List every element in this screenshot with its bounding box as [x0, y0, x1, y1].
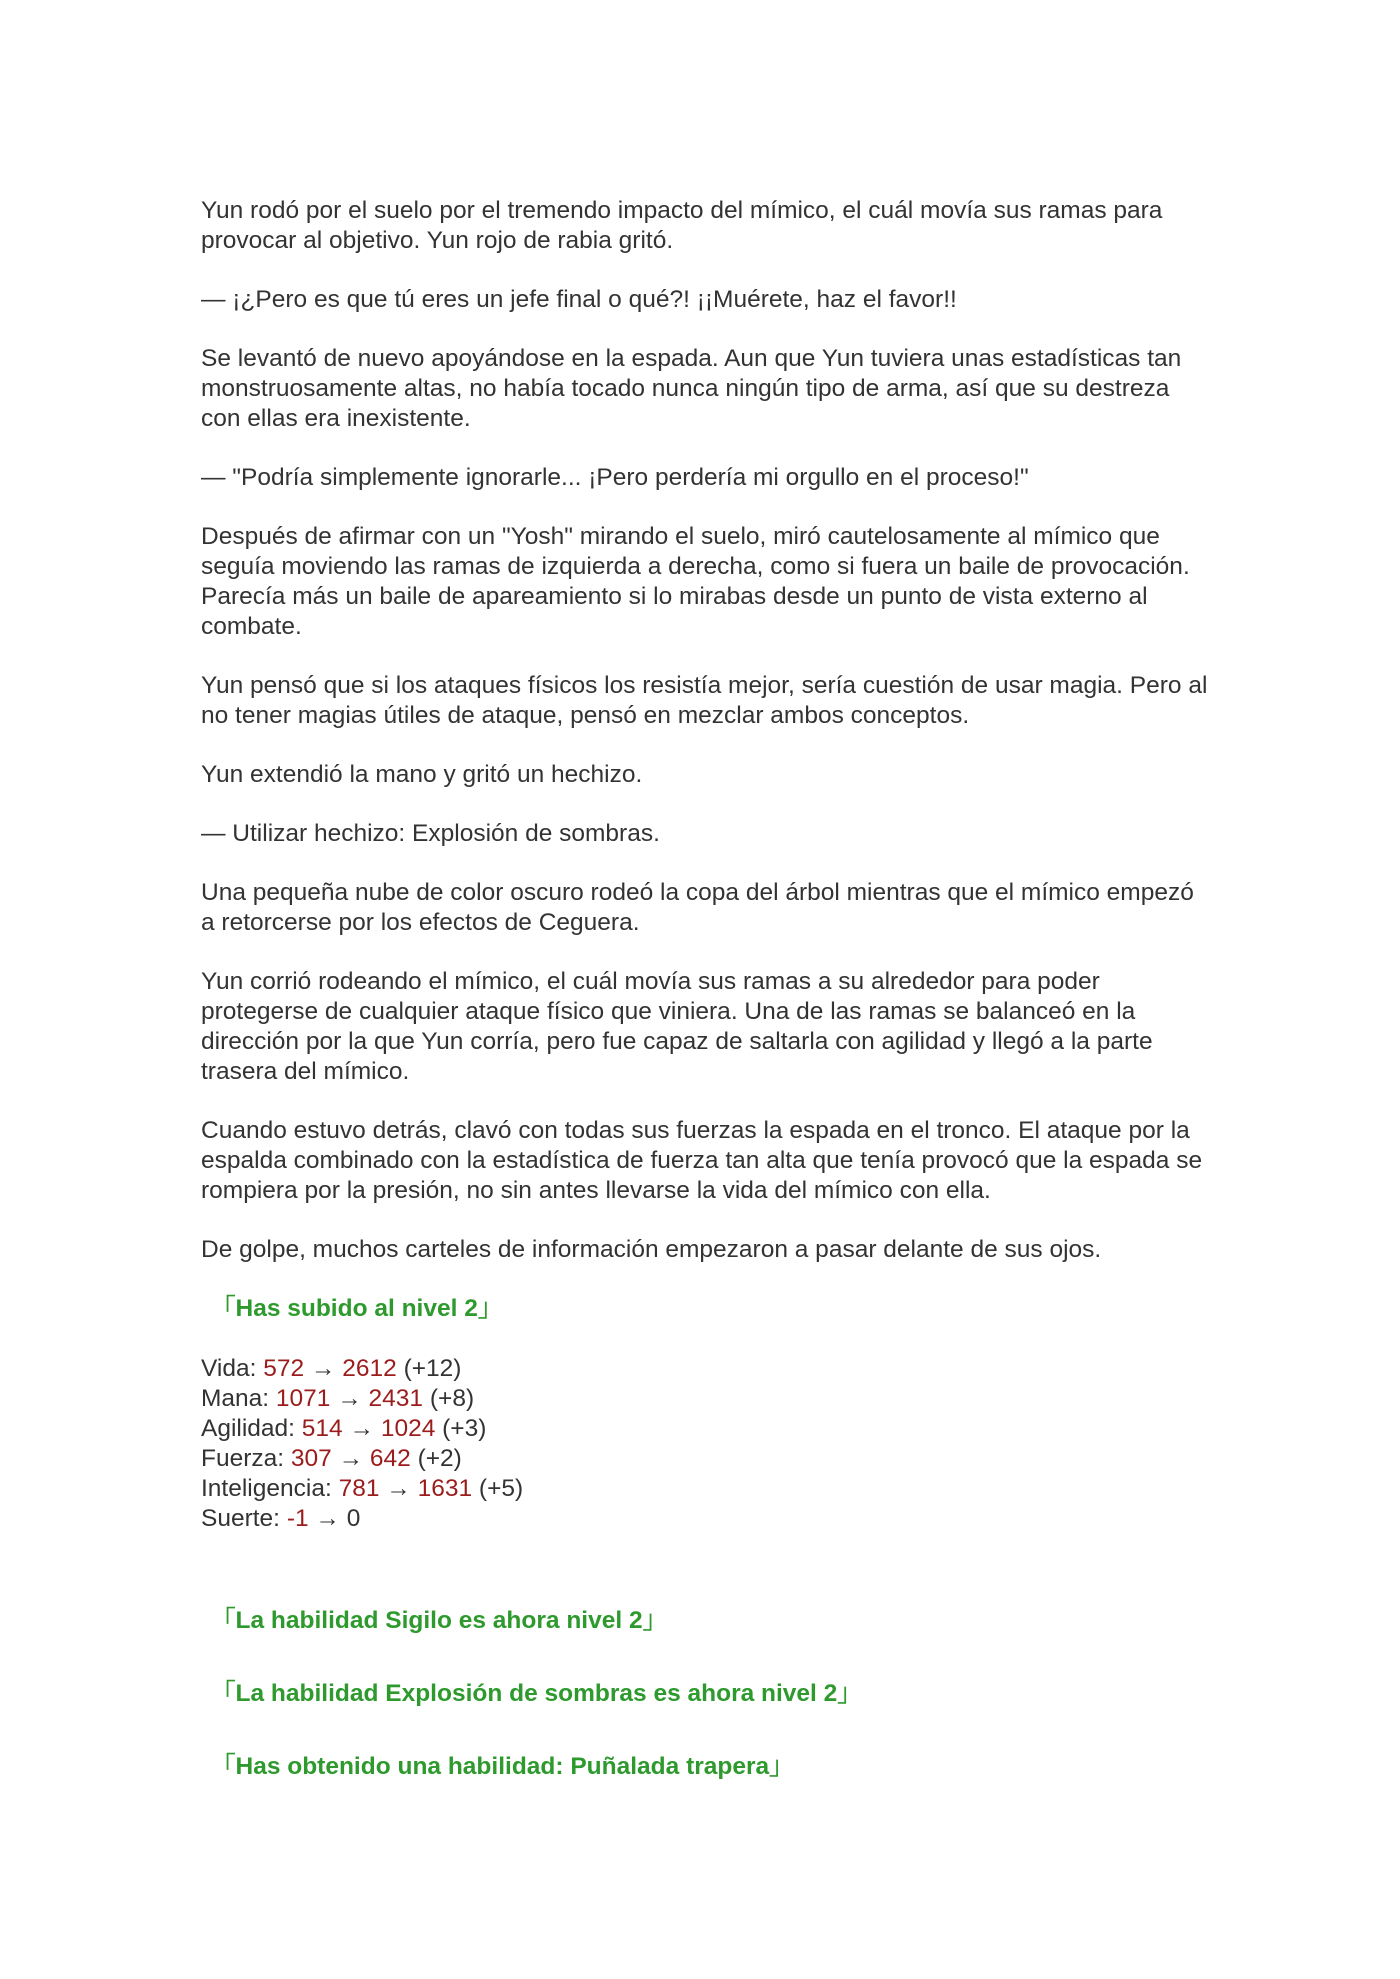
- paragraph: Después de afirmar con un "Yosh" mirando el suelo, miró cautelosamente al mímico que seguía moviendo las ramas de izquierda a derecha, como si fuera un baile de provocación. Parecía más un baile de apareamiento si lo mirabas desde un punto de vista externo al combate.: [201, 523, 1190, 640]
- document-page: [201, 196, 1211, 1825]
- stat-to: 1024: [380, 1415, 436, 1442]
- stat-to: 0: [346, 1505, 361, 1532]
- stat-from: 781: [338, 1475, 380, 1502]
- stat-row-fuerza: [201, 1444, 1211, 1474]
- stat-to: 2612: [342, 1355, 397, 1382]
- stat-to: 642: [369, 1445, 411, 1472]
- stat-label: Inteligencia:: [201, 1475, 332, 1502]
- stat-label: Fuerza:: [201, 1445, 285, 1472]
- paragraph: Cuando estuvo detrás, clavó con todas sus fuerzas la espada en el tronco. El ataque por la espalda combinado con la estadística de fuerza tan alta que tenía provocó que la espada se rompiera por la presión, no sin antes llevarse la vida del mímico con ella.: [201, 1117, 1203, 1204]
- stat-row-suerte: [201, 1504, 1211, 1534]
- paragraph: Yun rodó por el suelo por el tremendo impacto del mímico, el cuál movía sus ramas para provocar al objetivo. Yun rojo de rabia gritó.: [201, 197, 1163, 254]
- skill-notification: 「La habilidad Sigilo es ahora nivel 2」: [211, 1607, 668, 1634]
- dialogue-line: — ¡¿Pero es que tú eres un jefe final o qué?! ¡¡Muérete, haz el favor!!: [201, 286, 957, 313]
- skill-notification: 「Has obtenido una habilidad: Puñalada trapera」: [211, 1753, 794, 1780]
- stat-delta: (+2): [417, 1445, 462, 1472]
- stats-block: [201, 1354, 1211, 1534]
- paragraph: Se levantó de nuevo apoyándose en la espada. Aun que Yun tuviera unas estadísticas tan monstruosamente altas, no había tocado nunca ningún tipo de arma, así que su destreza con ellas era inexistente.: [201, 345, 1182, 432]
- paragraph: Una pequeña nube de color oscuro rodeó la copa del árbol mientras que el mímico empezó a retorcerse por los efectos de Ceguera.: [201, 879, 1194, 936]
- paragraph: Yun corrió rodeando el mímico, el cuál movía sus ramas a su alrededor para poder protegerse de cualquier ataque físico que viniera. Una de las ramas se balanceó en la dirección por la que Yun corría, pero fue capaz de saltarla con agilidad y llegó a la parte trasera del mímico.: [201, 968, 1153, 1085]
- stat-label: Vida:: [201, 1355, 257, 1382]
- stat-delta: (+3): [442, 1415, 487, 1442]
- paragraph: Yun extendió la mano y gritó un hechizo.: [201, 761, 643, 788]
- stat-row-agilidad: [201, 1414, 1211, 1444]
- level-up-message: 「Has subido al nivel 2」: [211, 1295, 503, 1322]
- stat-from: 572: [263, 1355, 305, 1382]
- stat-from: 514: [301, 1415, 343, 1442]
- stat-delta: (+5): [478, 1475, 524, 1502]
- stat-to: 1631: [417, 1475, 473, 1502]
- stat-label: Suerte:: [201, 1505, 280, 1532]
- arrow-icon: →: [310, 1355, 336, 1382]
- stat-from: 307: [290, 1445, 332, 1472]
- skill-notification: 「La habilidad Explosión de sombras es ahora nivel 2」: [211, 1680, 862, 1707]
- dialogue-line: — Utilizar hechizo: Explosión de sombras.: [201, 820, 660, 847]
- arrow-icon: →: [349, 1415, 374, 1442]
- paragraph: Yun pensó que si los ataques físicos los resistía mejor, sería cuestión de usar magia. Pero al no tener magias útiles de ataque, pensó en mezclar ambos conceptos.: [201, 672, 1208, 729]
- stat-delta: (+12): [403, 1355, 462, 1382]
- stat-to: 2431: [368, 1385, 424, 1412]
- paragraph: De golpe, muchos carteles de información empezaron a pasar delante de sus ojos.: [201, 1236, 1102, 1263]
- stat-from: -1: [286, 1505, 309, 1532]
- stat-delta: (+8): [429, 1385, 475, 1412]
- dialogue-line: — "Podría simplemente ignorarle... ¡Pero perdería mi orgullo en el proceso!": [201, 464, 1029, 491]
- stat-row-mana: [201, 1384, 1211, 1414]
- arrow-icon: →: [337, 1385, 362, 1412]
- stat-row-inteligencia: [201, 1474, 1211, 1504]
- stat-row-vida: [201, 1354, 1211, 1384]
- arrow-icon: →: [338, 1445, 364, 1472]
- stat-label: Agilidad:: [201, 1415, 295, 1442]
- arrow-icon: →: [386, 1475, 411, 1502]
- stat-from: 1071: [275, 1385, 331, 1412]
- arrow-icon: →: [315, 1505, 340, 1532]
- stat-label: Mana:: [201, 1385, 270, 1412]
